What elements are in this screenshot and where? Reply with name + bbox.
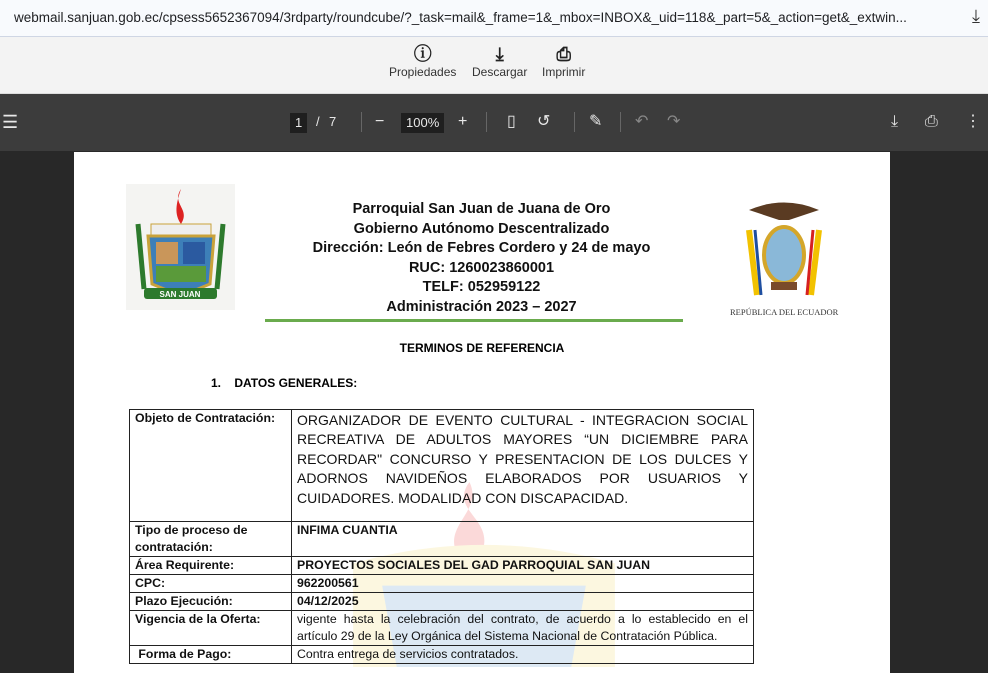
header-line: Dirección: León de Febres Cordero y 24 de mayo	[312, 240, 651, 257]
section-heading: 1. DATOS GENERALES:	[211, 376, 358, 390]
header-line: RUC: 1260023860001	[408, 259, 555, 276]
pdf-toolbar	[0, 94, 988, 151]
row-value: vigente hasta la celebración del contrato, de acuerdo a lo establecido en el artículo 29 de la Ley Orgánica del Sistema Nacional de Contratación Pública.	[292, 611, 754, 646]
properties-button[interactable]	[389, 43, 456, 79]
ecuador-coat-of-arms	[729, 200, 839, 300]
document-header	[254, 200, 709, 318]
logo-text: SAN JUAN	[159, 290, 201, 299]
row-value: INFIMA CUANTIA	[292, 522, 754, 557]
print-icon: ⎙	[556, 44, 571, 64]
download-label: Descargar	[472, 65, 528, 79]
row-label: Forma de Pago:	[130, 646, 292, 664]
row-value: PROYECTOS SOCIALES DEL GAD PARROQUIAL SAN JUAN	[292, 557, 754, 575]
fit-page-icon[interactable]: ▯	[507, 113, 516, 130]
row-label: Objeto de Contratación:	[130, 410, 292, 522]
print-label: Imprimir	[542, 65, 586, 79]
page-number-input[interactable]: 1	[290, 113, 307, 133]
header-line: Gobierno Autónomo Descentralizado	[353, 220, 610, 237]
table-row	[130, 522, 754, 557]
republic-caption: REPÚBLICA DEL ECUADOR	[730, 307, 839, 317]
table-row	[130, 575, 754, 593]
row-label: CPC:	[130, 575, 292, 593]
url-text[interactable]: webmail.sanjuan.gob.ec/cpsess5652367094/3rdparty/roundcube/?_task=mail&_frame=1&_mbox=INBOX&_uid=118&_part=5&_action=get&_extwin...	[14, 10, 907, 25]
download-icon[interactable]: ⤓	[891, 113, 899, 130]
header-line: Administración 2023 – 2027	[386, 298, 577, 315]
zoom-level[interactable]: 100%	[401, 113, 444, 133]
divider	[620, 112, 621, 132]
properties-label: Propiedades	[389, 65, 457, 79]
header-line: TELF: 052959122	[422, 279, 541, 296]
zoom-out-icon[interactable]: −	[375, 113, 385, 130]
print-button[interactable]	[542, 43, 585, 79]
more-options-icon[interactable]: ⋮	[965, 113, 981, 130]
row-label: Tipo de proceso de contratación:	[130, 522, 292, 557]
undo-icon[interactable]: ↶	[635, 113, 649, 130]
pdf-page	[74, 152, 890, 673]
download-icon[interactable]: ⤓	[972, 6, 980, 26]
divider	[574, 112, 575, 132]
roundcube-toolbar	[0, 37, 988, 94]
table-row	[130, 593, 754, 611]
general-data-table	[129, 409, 754, 664]
print-icon[interactable]: ⎙	[925, 113, 938, 130]
info-icon: ⓘ	[413, 44, 432, 64]
download-icon: ⤓	[495, 44, 504, 64]
table-row	[130, 611, 754, 646]
rotate-icon[interactable]: ↺	[537, 113, 551, 130]
menu-icon[interactable]: ☰	[2, 112, 19, 132]
row-label: Vigencia de la Oferta:	[130, 611, 292, 646]
page-separator: /	[316, 114, 320, 129]
redo-icon[interactable]: ↷	[667, 113, 681, 130]
row-value: ORGANIZADOR DE EVENTO CULTURAL - INTEGRACION SOCIAL RECREATIVA DE ADULTOS MAYORES “UN DICIEMBRE PARA RECORDAR" CONCURSO Y PRESENTACION DE LOS DULCES Y ADORNOS NAVIDEÑOS ELABORADOS POR USUARIOS Y CUIDADORES. MODALIDAD CON DISCAPACIDAD.	[292, 410, 754, 522]
draw-icon[interactable]: ✎	[589, 113, 603, 130]
table-row	[130, 410, 754, 522]
header-line: Parroquial San Juan de Juana de Oro	[352, 201, 611, 217]
divider	[361, 112, 362, 132]
row-value: 962200561	[292, 575, 754, 593]
zoom-in-icon[interactable]: +	[458, 113, 468, 130]
row-value: 04/12/2025	[292, 593, 754, 611]
table-row	[130, 557, 754, 575]
row-label: Plazo Ejecución:	[130, 593, 292, 611]
download-button[interactable]	[472, 43, 527, 79]
header-divider	[265, 319, 683, 322]
san-juan-logo	[126, 184, 235, 310]
table-row	[130, 646, 754, 664]
divider	[486, 112, 487, 132]
document-title: TERMINOS DE REFERENCIA	[399, 341, 565, 355]
address-bar[interactable]	[0, 0, 988, 37]
row-label: Área Requirente:	[130, 557, 292, 575]
total-pages: 7	[329, 114, 337, 129]
row-value: Contra entrega de servicios contratados.	[292, 646, 754, 664]
